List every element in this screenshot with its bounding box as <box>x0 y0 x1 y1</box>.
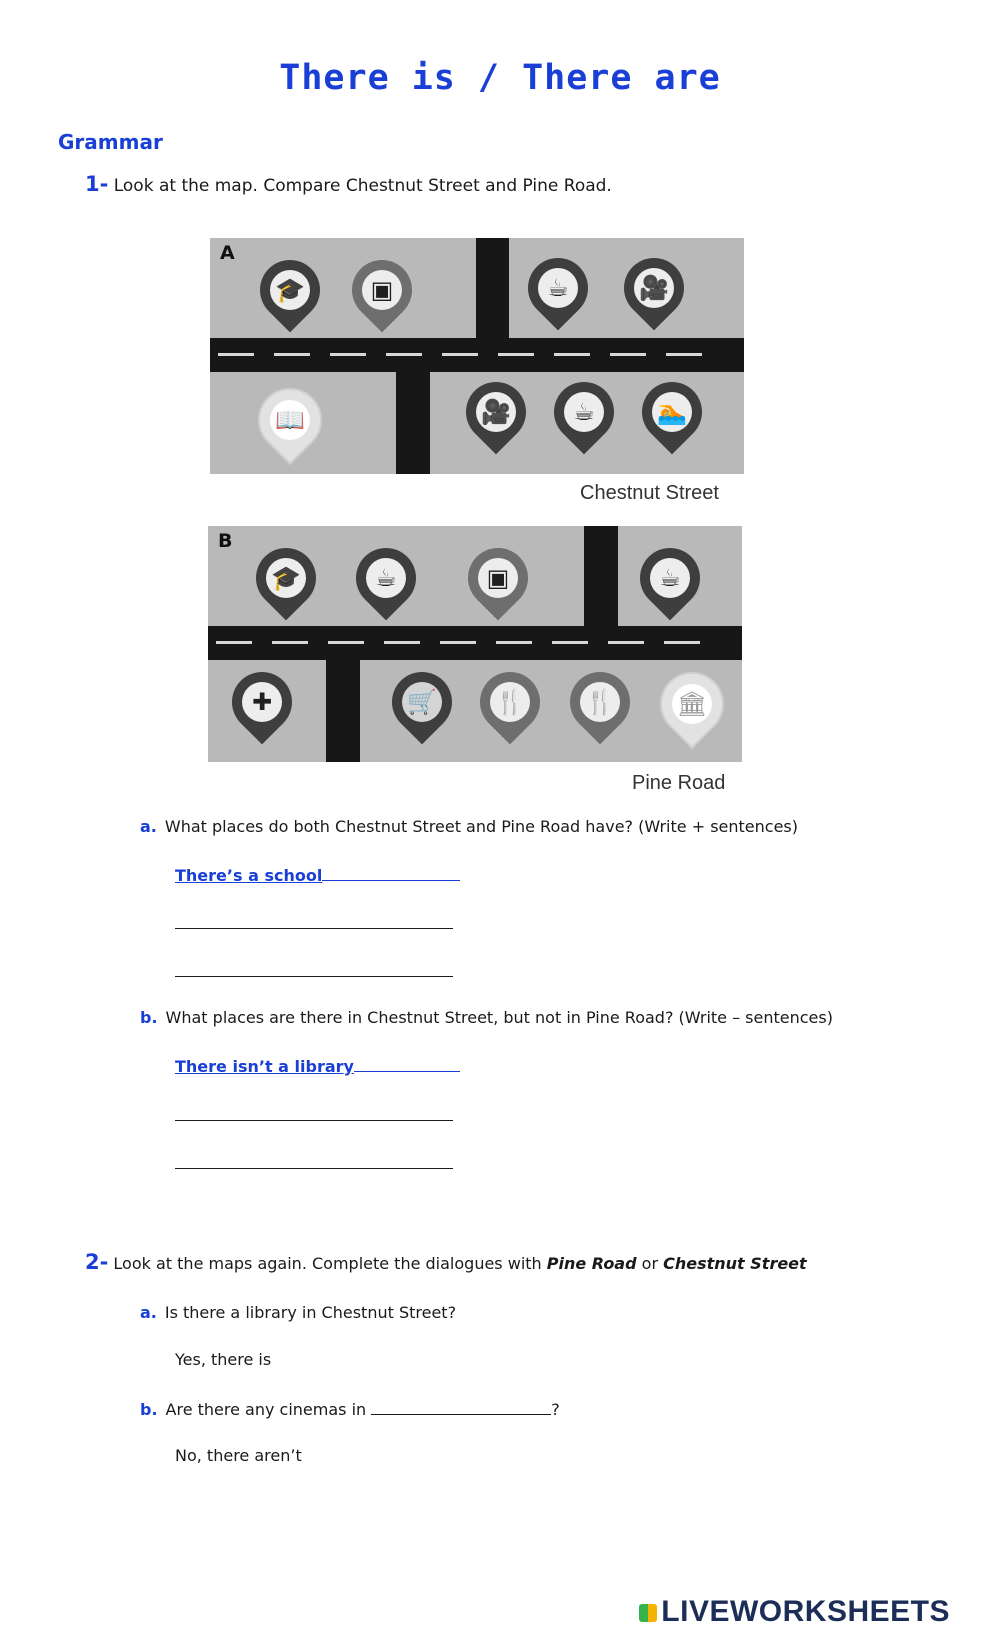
map-b-label: Pine Road <box>632 772 726 794</box>
question-2a-text: Is there a library in Chestnut Street? <box>164 1303 457 1322</box>
option-separator: or <box>636 1254 664 1273</box>
answer-2b: No, there aren’t <box>175 1446 302 1465</box>
question-2-text: Look at the maps again. Complete the dialogues with <box>113 1254 547 1273</box>
question-2b-text: Are there any cinemas in <box>165 1400 372 1419</box>
logo-text: LIVEWORKSHEETS <box>661 1595 950 1628</box>
swimming-pool-icon: 🏊 <box>630 370 715 455</box>
question-1b <box>140 1008 833 1027</box>
restaurant-icon: 🍴 <box>468 660 553 745</box>
school-icon: 🎓 <box>248 248 333 333</box>
question-2-number: 2- <box>85 1250 109 1274</box>
cafe-icon: ☕ <box>344 536 429 621</box>
map-a-letter: A <box>220 242 235 264</box>
cinema-icon: 🎥 <box>612 246 697 331</box>
map-b <box>208 526 742 762</box>
question-1-text: Look at the map. Compare Chestnut Street and Pine Road. <box>113 176 612 196</box>
answer-2a: Yes, there is <box>175 1350 272 1369</box>
shopping-cart-icon: 🛒 <box>380 660 465 745</box>
option-pine-road: Pine Road <box>546 1254 637 1273</box>
cinema-icon: 🎥 <box>454 370 539 455</box>
question-1-number: 1- <box>85 172 109 196</box>
question-2b <box>140 1398 560 1419</box>
map-b-letter: B <box>218 530 233 552</box>
question-1b-text: What places are there in Chestnut Street, but not in Pine Road? (Write – sentences) <box>165 1008 833 1027</box>
map-a-label: Chestnut Street <box>580 482 719 504</box>
example-answer-1b: There isn’t a library <box>175 1057 354 1076</box>
question-1a-letter: a. <box>140 817 157 836</box>
section-heading: Grammar <box>58 130 163 154</box>
question-1a <box>140 817 798 836</box>
question-1a-text: What places do both Chestnut Street and Pine Road have? (Write + sentences) <box>164 817 798 836</box>
question-2a-letter: a. <box>140 1303 157 1322</box>
liveworksheets-logo <box>639 1595 950 1629</box>
question-2 <box>85 1250 807 1274</box>
cafe-icon: ☕ <box>628 536 713 621</box>
question-2b-blank[interactable] <box>371 1398 551 1415</box>
map-a <box>210 238 744 474</box>
school-icon: 🎓 <box>244 536 329 621</box>
example-answer-1a: There’s a school <box>175 866 323 885</box>
question-2b-suffix: ? <box>551 1400 560 1419</box>
answer-1a-1[interactable] <box>175 864 460 885</box>
medical-icon: ✚ <box>220 660 305 745</box>
answer-1b-2[interactable] <box>175 1104 453 1125</box>
answer-1a-2[interactable] <box>175 912 453 933</box>
page-title: There is / There are <box>279 58 721 98</box>
question-1b-letter: b. <box>140 1008 158 1027</box>
answer-1b-3[interactable] <box>175 1152 453 1173</box>
answer-1a-3[interactable] <box>175 960 453 981</box>
restaurant-icon: 🍴 <box>558 660 643 745</box>
library-icon: 📖 <box>245 375 336 466</box>
question-2a <box>140 1303 456 1322</box>
answer-1b-1[interactable] <box>175 1055 460 1076</box>
cafe-icon: ☕ <box>516 246 601 331</box>
logo-icon <box>639 1604 657 1622</box>
hospital-icon: ▣ <box>340 248 425 333</box>
cafe-icon: ☕ <box>542 370 627 455</box>
option-chestnut-street: Chestnut Street <box>663 1254 807 1273</box>
museum-icon: 🏛 <box>647 659 738 750</box>
question-1 <box>85 172 612 196</box>
hospital-icon: ▣ <box>456 536 541 621</box>
question-2b-letter: b. <box>140 1400 158 1419</box>
